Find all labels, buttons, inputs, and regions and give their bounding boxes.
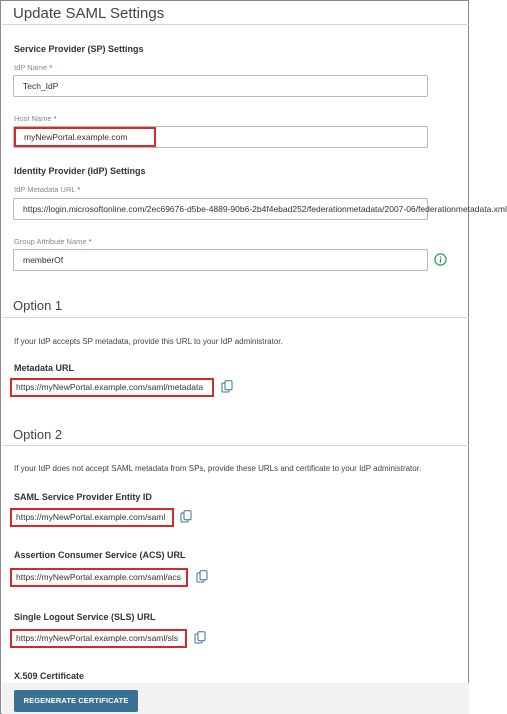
regenerate-certificate-button[interactable]: REGENERATE CERTIFICATE [14, 690, 138, 712]
copy-icon[interactable] [180, 510, 192, 523]
option2-title: Option 2 [13, 427, 63, 442]
title-divider [2, 24, 469, 25]
idp-name-label: IdP Name * [14, 63, 53, 72]
metadata-url-label: Metadata URL [14, 363, 75, 373]
group-attribute-input[interactable]: memberOf [13, 249, 428, 271]
option2-divider [2, 445, 469, 446]
option2-description: If your IdP does not accept SAML metadata from SPs, provide these URLs and certificate to your IdP administrator. [14, 464, 422, 473]
entity-id-value: https://myNewPortal.example.com/saml [10, 508, 174, 527]
acs-url-value: https://myNewPortal.example.com/saml/acs [10, 568, 188, 587]
idp-metadata-url-input[interactable]: https://login.microsoftonline.com/2ec69676-d5be-4889-90b6-2b4f4ebad252/federationmetadata/2007-06/federationmetadata.xml [13, 198, 428, 220]
host-name-label: Host Name * [14, 114, 57, 123]
idp-settings-heading: Identity Provider (IdP) Settings [14, 166, 146, 176]
info-icon[interactable] [434, 253, 447, 266]
option1-divider [2, 317, 469, 318]
entity-id-label: SAML Service Provider Entity ID [14, 492, 152, 502]
x509-certificate-label: X.509 Certificate [14, 671, 85, 681]
copy-icon[interactable] [194, 631, 206, 644]
sls-url-label: Single Logout Service (SLS) URL [14, 612, 156, 622]
group-attribute-label: Group Attribute Name * [14, 237, 92, 246]
sls-url-value: https://myNewPortal.example.com/saml/sls [10, 629, 187, 648]
sp-settings-heading: Service Provider (SP) Settings [14, 44, 144, 54]
host-name-input[interactable]: myNewPortal.example.com [13, 126, 428, 148]
option1-description: If your IdP accepts SP metadata, provide this URL to your IdP administrator. [14, 337, 283, 346]
acs-url-label: Assertion Consumer Service (ACS) URL [14, 550, 186, 560]
page-title: Update SAML Settings [13, 5, 165, 22]
option1-title: Option 1 [13, 298, 63, 313]
copy-icon[interactable] [196, 570, 208, 583]
idp-metadata-url-label: IdP Metadata URL * [14, 185, 81, 194]
metadata-url-value: https://myNewPortal.example.com/saml/metadata [10, 378, 214, 397]
idp-name-input[interactable]: Tech_IdP [13, 75, 428, 97]
copy-icon[interactable] [221, 380, 233, 393]
